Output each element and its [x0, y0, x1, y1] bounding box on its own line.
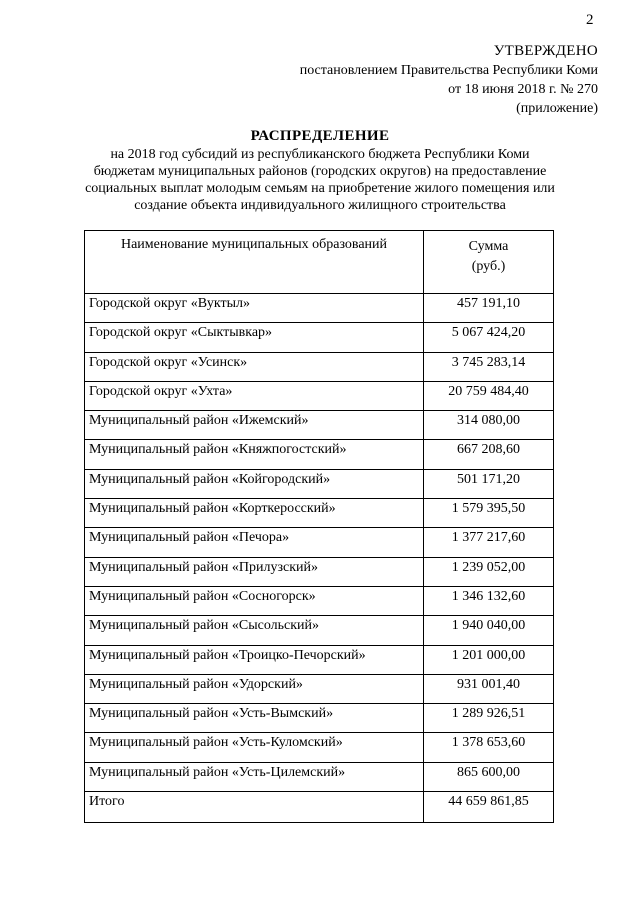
- table-row: [85, 557, 554, 586]
- subsidy-amount: 1 201 000,00: [424, 645, 554, 674]
- subsidy-amount: 865 600,00: [424, 762, 554, 791]
- municipality-name: Муниципальный район «Ижемский»: [85, 411, 424, 440]
- table-row: [85, 674, 554, 703]
- table-row: [85, 528, 554, 557]
- table-row: [85, 323, 554, 352]
- subsidy-amount: 1 940 040,00: [424, 616, 554, 645]
- table-header-row: [85, 231, 554, 294]
- total-sum: 44 659 861,85: [424, 792, 554, 823]
- subtitle-line-1: на 2018 год субсидий из республиканского бюджета Республики Коми: [110, 147, 530, 162]
- table-row: [85, 762, 554, 791]
- table-row: [85, 616, 554, 645]
- table-row: [85, 586, 554, 615]
- page-number: 2: [586, 12, 594, 28]
- table-row: [85, 499, 554, 528]
- subsidy-amount: 1 239 052,00: [424, 557, 554, 586]
- approval-appendix-note: (приложение): [516, 101, 598, 116]
- document-heading: [0, 127, 640, 214]
- header-sum-unit: (руб.): [471, 259, 506, 274]
- subsidy-amount: 314 080,00: [424, 411, 554, 440]
- municipality-name: Муниципальный район «Троицко-Печорский»: [85, 645, 424, 674]
- subsidy-amount: 1 289 926,51: [424, 704, 554, 733]
- subsidy-amount: 457 191,10: [424, 294, 554, 323]
- approval-issuer: постановлением Правительства Республики Коми: [299, 63, 598, 78]
- approval-stamp-title: УТВЕРЖДЕНО: [493, 43, 598, 59]
- table-row: [85, 411, 554, 440]
- municipality-name: Муниципальный район «Корткеросский»: [85, 499, 424, 528]
- municipality-name: Муниципальный район «Прилузский»: [85, 557, 424, 586]
- municipality-name: Городской округ «Ухта»: [85, 381, 424, 410]
- municipality-name: Городской округ «Сыктывкар»: [85, 323, 424, 352]
- municipality-name: Муниципальный район «Сысольский»: [85, 616, 424, 645]
- subsidy-amount: 667 208,60: [424, 440, 554, 469]
- municipality-name: Муниципальный район «Койгородский»: [85, 469, 424, 498]
- header-sum-label: Сумма: [468, 239, 509, 254]
- header-municipality: Наименование муниципальных образований: [85, 231, 424, 294]
- subtitle-line-4: создание объекта индивидуального жилищного строительства: [134, 198, 506, 213]
- subsidy-amount: 931 001,40: [424, 674, 554, 703]
- subsidy-amount: 1 346 132,60: [424, 586, 554, 615]
- subsidy-amount: 1 579 395,50: [424, 499, 554, 528]
- municipality-name: Муниципальный район «Княжпогостский»: [85, 440, 424, 469]
- total-label: Итого: [85, 792, 424, 823]
- municipality-name: Муниципальный район «Усть-Вымский»: [85, 704, 424, 733]
- subsidy-amount: 1 378 653,60: [424, 733, 554, 762]
- subsidy-amount: 5 067 424,20: [424, 323, 554, 352]
- subtitle-line-2: бюджетам муниципальных районов (городских округов) на предоставление: [93, 164, 547, 179]
- municipality-name: Муниципальный район «Сосногорск»: [85, 586, 424, 615]
- header-sum: [424, 231, 554, 294]
- municipality-name: Муниципальный район «Удорский»: [85, 674, 424, 703]
- subsidy-amount: 3 745 283,14: [424, 352, 554, 381]
- approval-date-number: от 18 июня 2018 г. № 270: [448, 82, 598, 97]
- municipality-name: Городской округ «Усинск»: [85, 352, 424, 381]
- table-row: [85, 352, 554, 381]
- table-row: [85, 294, 554, 323]
- table-row: [85, 440, 554, 469]
- subsidy-amount: 1 377 217,60: [424, 528, 554, 557]
- municipality-name: Городской округ «Вуктыл»: [85, 294, 424, 323]
- municipality-name: Муниципальный район «Усть-Цилемский»: [85, 762, 424, 791]
- table-row: [85, 733, 554, 762]
- allocation-table: [84, 230, 554, 823]
- table-row: [85, 469, 554, 498]
- table-row: [85, 645, 554, 674]
- subsidy-amount: 20 759 484,40: [424, 381, 554, 410]
- subsidy-amount: 501 171,20: [424, 469, 554, 498]
- municipality-name: Муниципальный район «Усть-Куломский»: [85, 733, 424, 762]
- document-title: РАСПРЕДЕЛЕНИЕ: [250, 128, 390, 144]
- table-row: [85, 704, 554, 733]
- subtitle-line-3: социальных выплат молодым семьям на приобретение жилого помещения или: [85, 181, 555, 196]
- table-row: [85, 381, 554, 410]
- municipality-name: Муниципальный район «Печора»: [85, 528, 424, 557]
- approval-block: [300, 42, 598, 118]
- total-row: [85, 792, 554, 823]
